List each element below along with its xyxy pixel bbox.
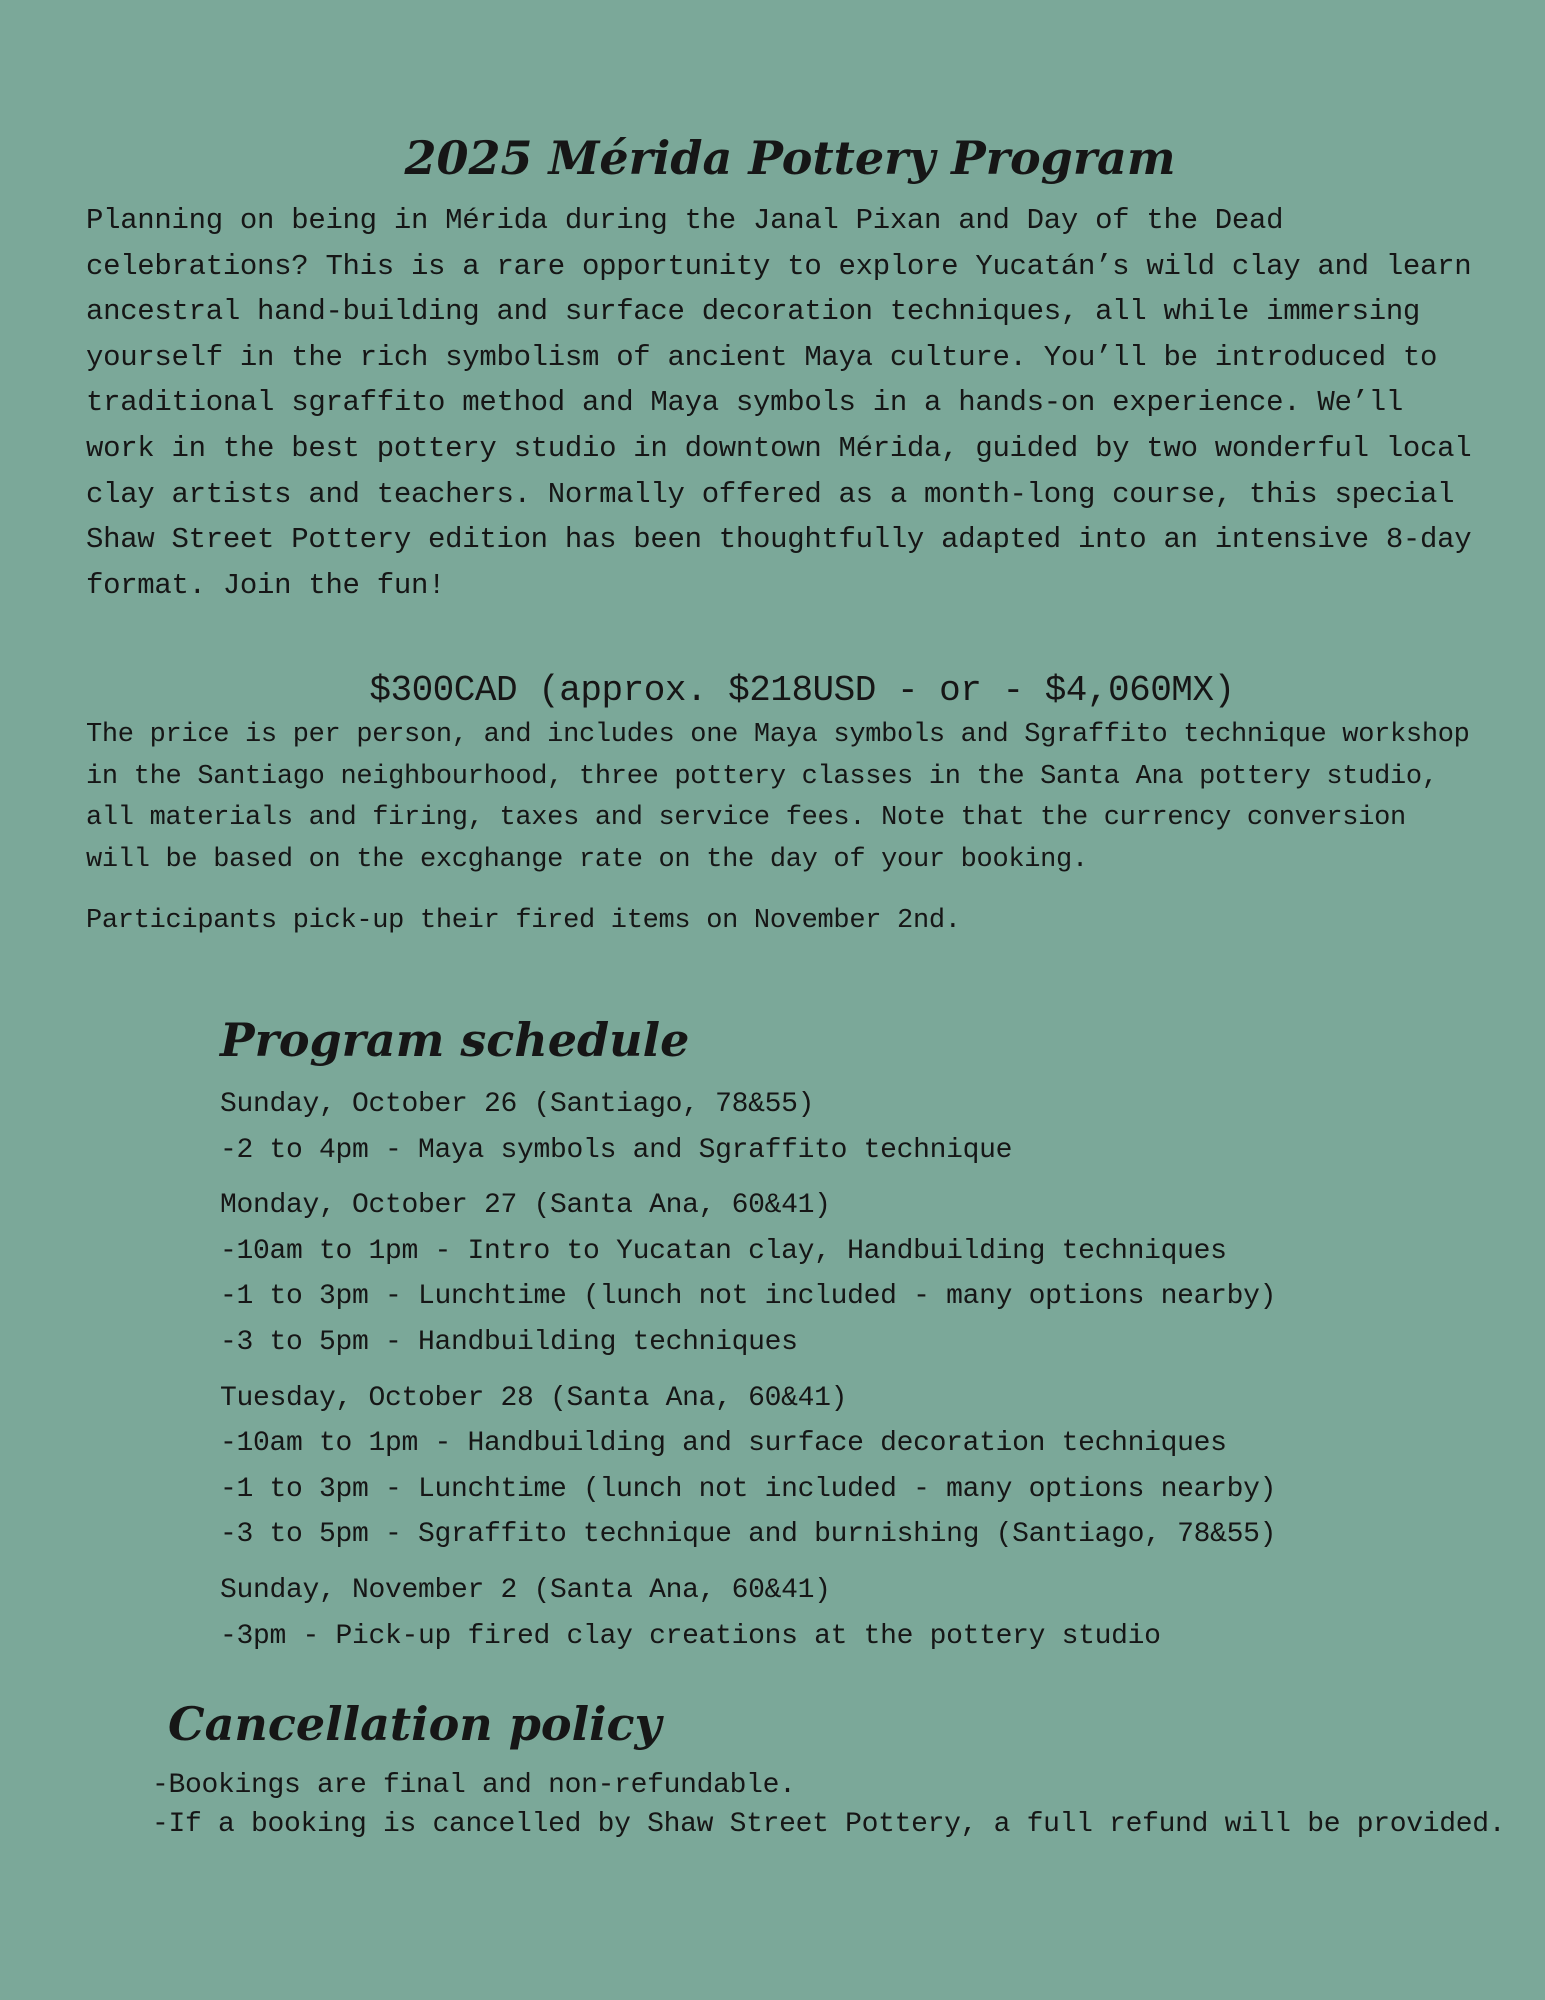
cancellation-item: -If a booking is cancelled by Shaw Street Pottery, a full refund will be provided. <box>152 1809 1506 1840</box>
schedule-slot: -2 to 4pm - Maya symbols and Sgraffito technique <box>220 1134 1013 1166</box>
schedule-day <box>220 1376 1470 1558</box>
price-line: $300CAD (approx. $218USD - or - $4,060MX) <box>369 670 1235 711</box>
page-title: 2025 Mérida Pottery Program <box>404 131 1176 185</box>
schedule-slot: -10am to 1pm - Intro to Yucatan clay, Handbuilding techniques <box>220 1235 1227 1267</box>
schedule-day-title: Tuesday, October 28 (Santa Ana, 60&41) <box>220 1382 848 1414</box>
schedule-day-title: Monday, October 27 (Santa Ana, 60&41) <box>220 1190 831 1222</box>
price-details: The price is per person, and includes one Maya symbols and Sgraffito technique workshop in the Santiago neighbourhood, three pottery classes in the Santa Ana pottery studio, all materials and firing, taxes and service fees. Note that the currency conversion will be based on the excghange rate on the day of your booking. <box>86 720 1470 875</box>
intro-paragraph: Planning on being in Mérida during the Janal Pixan and Day of the Dead celebrations? This is a rare opportunity to explore Yucatán’s wild clay and learn ancestral hand-building and surface decoration techniques, all while immersing yourself in the rich symbolism of ancient Maya culture. You’ll be introduced to traditional sgraffito method and Maya symbols in a hands-on experience. We’ll work in the best pottery studio in downtown Mérida, guided by two wonderful local clay artists and teachers. Normally offered as a month-long course, this special Shaw Street Pottery edition has been thoughtfully adapted into an intensive 8-day format. Join the fun! <box>86 204 1472 602</box>
schedule-day <box>220 1082 1470 1173</box>
schedule-slot: -3 to 5pm - Sgraffito technique and burnishing (Santiago, 78&55) <box>220 1519 1277 1551</box>
schedule-slot: -1 to 3pm - Lunchtime (lunch not included - many options nearby) <box>220 1473 1277 1505</box>
schedule-day <box>220 1568 1470 1659</box>
schedule-list <box>220 1082 1470 1669</box>
cancellation-item: -Bookings are final and non-refundable. <box>152 1770 796 1801</box>
schedule-day <box>220 1183 1470 1365</box>
schedule-slot: -3pm - Pick-up fired clay creations at the pottery studio <box>220 1620 1161 1652</box>
schedule-slot: -10am to 1pm - Handbuilding and surface decoration techniques <box>220 1428 1227 1460</box>
cancellation-list <box>152 1766 1532 1844</box>
schedule-heading: Program schedule <box>220 1013 690 1067</box>
schedule-day-title: Sunday, November 2 (Santa Ana, 60&41) <box>220 1574 831 1606</box>
schedule-slot: -3 to 5pm - Handbuilding techniques <box>220 1326 798 1358</box>
schedule-day-title: Sunday, October 26 (Santiago, 78&55) <box>220 1089 815 1120</box>
pickup-note: Participants pick-up their fired items on November 2nd. <box>86 906 961 936</box>
schedule-slot: -1 to 3pm - Lunchtime (lunch not included - many options nearby) <box>220 1281 1277 1313</box>
cancellation-heading: Cancellation policy <box>168 1697 662 1751</box>
